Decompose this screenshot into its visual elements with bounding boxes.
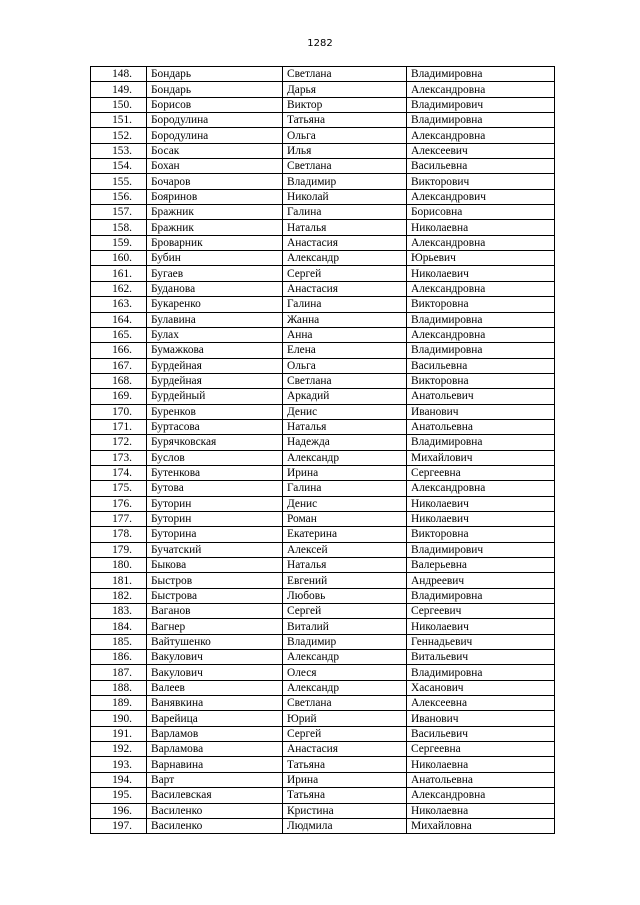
- table-row: [91, 465, 555, 480]
- patronymic-cell: Николаевич: [407, 496, 555, 511]
- row-number: 155.: [91, 174, 147, 189]
- first-name-cell: Аркадий: [283, 389, 407, 404]
- row-number: 194.: [91, 772, 147, 787]
- row-number: 188.: [91, 680, 147, 695]
- table-row: [91, 588, 555, 603]
- surname-cell: Валеев: [147, 680, 283, 695]
- first-name-cell: Александр: [283, 650, 407, 665]
- first-name-cell: Владимир: [283, 634, 407, 649]
- surname-cell: Бумажкова: [147, 343, 283, 358]
- surname-cell: Бурдейная: [147, 373, 283, 388]
- row-number: 154.: [91, 159, 147, 174]
- surname-cell: Быстров: [147, 573, 283, 588]
- surname-cell: Бражник: [147, 205, 283, 220]
- surname-cell: Буслов: [147, 450, 283, 465]
- patronymic-cell: Викторович: [407, 174, 555, 189]
- row-number: 152.: [91, 128, 147, 143]
- row-number: 195.: [91, 788, 147, 803]
- patronymic-cell: Александровна: [407, 788, 555, 803]
- first-name-cell: Наталья: [283, 419, 407, 434]
- row-number: 157.: [91, 205, 147, 220]
- surname-cell: Ванявкина: [147, 696, 283, 711]
- table-row: [91, 113, 555, 128]
- surname-cell: Варламова: [147, 742, 283, 757]
- row-number: 160.: [91, 251, 147, 266]
- first-name-cell: Наталья: [283, 220, 407, 235]
- patronymic-cell: Иванович: [407, 404, 555, 419]
- patronymic-cell: Александровна: [407, 327, 555, 342]
- surname-cell: Буторин: [147, 496, 283, 511]
- table-row: [91, 757, 555, 772]
- first-name-cell: Татьяна: [283, 113, 407, 128]
- table-row: [91, 435, 555, 450]
- row-number: 184.: [91, 619, 147, 634]
- row-number: 166.: [91, 343, 147, 358]
- surname-cell: Булавина: [147, 312, 283, 327]
- row-number: 177.: [91, 511, 147, 526]
- surname-cell: Буренков: [147, 404, 283, 419]
- patronymic-cell: Александровна: [407, 128, 555, 143]
- patronymic-cell: Викторовна: [407, 373, 555, 388]
- patronymic-cell: Николаевна: [407, 803, 555, 818]
- patronymic-cell: Сергеевна: [407, 742, 555, 757]
- row-number: 158.: [91, 220, 147, 235]
- patronymic-cell: Александровна: [407, 281, 555, 296]
- patronymic-cell: Владимировна: [407, 435, 555, 450]
- patronymic-cell: Александровна: [407, 235, 555, 250]
- first-name-cell: Елена: [283, 343, 407, 358]
- first-name-cell: Ирина: [283, 465, 407, 480]
- surname-cell: Бражник: [147, 220, 283, 235]
- surname-cell: Бояринов: [147, 189, 283, 204]
- first-name-cell: Виталий: [283, 619, 407, 634]
- patronymic-cell: Андреевич: [407, 573, 555, 588]
- first-name-cell: Кристина: [283, 803, 407, 818]
- first-name-cell: Галина: [283, 297, 407, 312]
- table-row: [91, 711, 555, 726]
- row-number: 164.: [91, 312, 147, 327]
- table-row: [91, 511, 555, 526]
- row-number: 168.: [91, 373, 147, 388]
- patronymic-cell: Борисовна: [407, 205, 555, 220]
- patronymic-cell: Валерьевна: [407, 558, 555, 573]
- table-row: [91, 680, 555, 695]
- surname-cell: Бородулина: [147, 113, 283, 128]
- row-number: 169.: [91, 389, 147, 404]
- first-name-cell: Сергей: [283, 266, 407, 281]
- row-number: 191.: [91, 726, 147, 741]
- first-name-cell: Дарья: [283, 82, 407, 97]
- row-number: 185.: [91, 634, 147, 649]
- patronymic-cell: Владимировна: [407, 665, 555, 680]
- first-name-cell: Людмила: [283, 818, 407, 833]
- first-name-cell: Денис: [283, 404, 407, 419]
- first-name-cell: Екатерина: [283, 527, 407, 542]
- patronymic-cell: Владимировна: [407, 67, 555, 82]
- row-number: 167.: [91, 358, 147, 373]
- patronymic-cell: Алексеевна: [407, 696, 555, 711]
- first-name-cell: Денис: [283, 496, 407, 511]
- row-number: 153.: [91, 143, 147, 158]
- first-name-cell: Евгений: [283, 573, 407, 588]
- patronymic-cell: Александровна: [407, 481, 555, 496]
- row-number: 162.: [91, 281, 147, 296]
- first-name-cell: Анастасия: [283, 742, 407, 757]
- patronymic-cell: Васильевна: [407, 159, 555, 174]
- table-row: [91, 650, 555, 665]
- table-row: [91, 281, 555, 296]
- surname-cell: Бурдейная: [147, 358, 283, 373]
- table-row: [91, 742, 555, 757]
- patronymic-cell: Викторовна: [407, 527, 555, 542]
- table-row: [91, 128, 555, 143]
- table-row: [91, 143, 555, 158]
- table-row: [91, 818, 555, 833]
- surname-cell: Бурячковская: [147, 435, 283, 450]
- table-row: [91, 696, 555, 711]
- table-row: [91, 665, 555, 680]
- row-number: 183.: [91, 604, 147, 619]
- table-row: [91, 373, 555, 388]
- table-row: [91, 327, 555, 342]
- first-name-cell: Александр: [283, 251, 407, 266]
- patronymic-cell: Васильевна: [407, 358, 555, 373]
- row-number: 176.: [91, 496, 147, 511]
- patronymic-cell: Николаевич: [407, 266, 555, 281]
- row-number: 192.: [91, 742, 147, 757]
- table-row: [91, 189, 555, 204]
- table-row: [91, 726, 555, 741]
- patronymic-cell: Владимирович: [407, 97, 555, 112]
- roster-body: [91, 67, 555, 834]
- table-row: [91, 481, 555, 496]
- row-number: 171.: [91, 419, 147, 434]
- surname-cell: Бучатский: [147, 542, 283, 557]
- first-name-cell: Анастасия: [283, 235, 407, 250]
- first-name-cell: Татьяна: [283, 788, 407, 803]
- first-name-cell: Анастасия: [283, 281, 407, 296]
- row-number: 172.: [91, 435, 147, 450]
- surname-cell: Ваганов: [147, 604, 283, 619]
- patronymic-cell: Алексеевич: [407, 143, 555, 158]
- row-number: 156.: [91, 189, 147, 204]
- surname-cell: Бутова: [147, 481, 283, 496]
- first-name-cell: Юрий: [283, 711, 407, 726]
- row-number: 174.: [91, 465, 147, 480]
- first-name-cell: Наталья: [283, 558, 407, 573]
- surname-cell: Варт: [147, 772, 283, 787]
- row-number: 159.: [91, 235, 147, 250]
- patronymic-cell: Васильевич: [407, 726, 555, 741]
- table-row: [91, 67, 555, 82]
- patronymic-cell: Владимирович: [407, 542, 555, 557]
- surname-cell: Вакулович: [147, 650, 283, 665]
- table-row: [91, 450, 555, 465]
- surname-cell: Варламов: [147, 726, 283, 741]
- row-number: 180.: [91, 558, 147, 573]
- surname-cell: Буртасова: [147, 419, 283, 434]
- patronymic-cell: Михайлович: [407, 450, 555, 465]
- patronymic-cell: Александровна: [407, 82, 555, 97]
- table-row: [91, 389, 555, 404]
- surname-cell: Букаренко: [147, 297, 283, 312]
- first-name-cell: Олеся: [283, 665, 407, 680]
- first-name-cell: Сергей: [283, 604, 407, 619]
- patronymic-cell: Иванович: [407, 711, 555, 726]
- patronymic-cell: Николаевна: [407, 220, 555, 235]
- first-name-cell: Виктор: [283, 97, 407, 112]
- surname-cell: Буданова: [147, 281, 283, 296]
- first-name-cell: Ольга: [283, 128, 407, 143]
- surname-cell: Василенко: [147, 803, 283, 818]
- first-name-cell: Ирина: [283, 772, 407, 787]
- table-row: [91, 803, 555, 818]
- table-row: [91, 251, 555, 266]
- table-row: [91, 297, 555, 312]
- surname-cell: Броварник: [147, 235, 283, 250]
- row-number: 197.: [91, 818, 147, 833]
- first-name-cell: Роман: [283, 511, 407, 526]
- first-name-cell: Анна: [283, 327, 407, 342]
- patronymic-cell: Владимировна: [407, 588, 555, 603]
- table-row: [91, 312, 555, 327]
- table-row: [91, 527, 555, 542]
- surname-cell: Бурдейный: [147, 389, 283, 404]
- patronymic-cell: Витальевич: [407, 650, 555, 665]
- table-row: [91, 419, 555, 434]
- surname-cell: Вагнер: [147, 619, 283, 634]
- first-name-cell: Галина: [283, 481, 407, 496]
- patronymic-cell: Анатольевич: [407, 389, 555, 404]
- row-number: 161.: [91, 266, 147, 281]
- roster-table: [90, 66, 555, 834]
- table-row: [91, 235, 555, 250]
- table-row: [91, 788, 555, 803]
- first-name-cell: Светлана: [283, 696, 407, 711]
- patronymic-cell: Анатольевна: [407, 772, 555, 787]
- row-number: 178.: [91, 527, 147, 542]
- row-number: 148.: [91, 67, 147, 82]
- surname-cell: Бородулина: [147, 128, 283, 143]
- patronymic-cell: Владимировна: [407, 113, 555, 128]
- patronymic-cell: Сергеевич: [407, 604, 555, 619]
- patronymic-cell: Владимировна: [407, 343, 555, 358]
- surname-cell: Быстрова: [147, 588, 283, 603]
- table-row: [91, 634, 555, 649]
- patronymic-cell: Александрович: [407, 189, 555, 204]
- patronymic-cell: Сергеевна: [407, 465, 555, 480]
- first-name-cell: Светлана: [283, 159, 407, 174]
- first-name-cell: Сергей: [283, 726, 407, 741]
- table-row: [91, 174, 555, 189]
- row-number: 193.: [91, 757, 147, 772]
- surname-cell: Бохан: [147, 159, 283, 174]
- patronymic-cell: Михайловна: [407, 818, 555, 833]
- first-name-cell: Татьяна: [283, 757, 407, 772]
- first-name-cell: Жанна: [283, 312, 407, 327]
- row-number: 182.: [91, 588, 147, 603]
- surname-cell: Вакулович: [147, 665, 283, 680]
- table-row: [91, 558, 555, 573]
- first-name-cell: Александр: [283, 680, 407, 695]
- first-name-cell: Галина: [283, 205, 407, 220]
- first-name-cell: Илья: [283, 143, 407, 158]
- patronymic-cell: Юрьевич: [407, 251, 555, 266]
- patronymic-cell: Анатольевна: [407, 419, 555, 434]
- surname-cell: Вайтушенко: [147, 634, 283, 649]
- row-number: 175.: [91, 481, 147, 496]
- first-name-cell: Любовь: [283, 588, 407, 603]
- first-name-cell: Надежда: [283, 435, 407, 450]
- surname-cell: Варнавина: [147, 757, 283, 772]
- surname-cell: Бондарь: [147, 67, 283, 82]
- row-number: 186.: [91, 650, 147, 665]
- table-row: [91, 573, 555, 588]
- patronymic-cell: Геннадьевич: [407, 634, 555, 649]
- table-row: [91, 772, 555, 787]
- surname-cell: Буторин: [147, 511, 283, 526]
- surname-cell: Булах: [147, 327, 283, 342]
- first-name-cell: Владимир: [283, 174, 407, 189]
- row-number: 170.: [91, 404, 147, 419]
- surname-cell: Босак: [147, 143, 283, 158]
- table-row: [91, 542, 555, 557]
- surname-cell: Бугаев: [147, 266, 283, 281]
- patronymic-cell: Николаевич: [407, 511, 555, 526]
- row-number: 189.: [91, 696, 147, 711]
- table-row: [91, 404, 555, 419]
- surname-cell: Быкова: [147, 558, 283, 573]
- row-number: 181.: [91, 573, 147, 588]
- table-row: [91, 159, 555, 174]
- surname-cell: Буторина: [147, 527, 283, 542]
- row-number: 165.: [91, 327, 147, 342]
- row-number: 149.: [91, 82, 147, 97]
- patronymic-cell: Викторовна: [407, 297, 555, 312]
- row-number: 190.: [91, 711, 147, 726]
- table-row: [91, 97, 555, 112]
- table-row: [91, 343, 555, 358]
- surname-cell: Бондарь: [147, 82, 283, 97]
- patronymic-cell: Хасанович: [407, 680, 555, 695]
- table-row: [91, 619, 555, 634]
- row-number: 151.: [91, 113, 147, 128]
- table-row: [91, 205, 555, 220]
- row-number: 163.: [91, 297, 147, 312]
- first-name-cell: Светлана: [283, 373, 407, 388]
- surname-cell: Борисов: [147, 97, 283, 112]
- surname-cell: Бочаров: [147, 174, 283, 189]
- surname-cell: Василевская: [147, 788, 283, 803]
- surname-cell: Бутенкова: [147, 465, 283, 480]
- patronymic-cell: Николаевна: [407, 757, 555, 772]
- table-row: [91, 604, 555, 619]
- patronymic-cell: Николаевич: [407, 619, 555, 634]
- patronymic-cell: Владимировна: [407, 312, 555, 327]
- row-number: 187.: [91, 665, 147, 680]
- surname-cell: Бубин: [147, 251, 283, 266]
- first-name-cell: Александр: [283, 450, 407, 465]
- surname-cell: Варейица: [147, 711, 283, 726]
- row-number: 150.: [91, 97, 147, 112]
- surname-cell: Василенко: [147, 818, 283, 833]
- first-name-cell: Николай: [283, 189, 407, 204]
- table-row: [91, 82, 555, 97]
- row-number: 196.: [91, 803, 147, 818]
- table-row: [91, 266, 555, 281]
- table-row: [91, 358, 555, 373]
- table-row: [91, 496, 555, 511]
- row-number: 179.: [91, 542, 147, 557]
- table-row: [91, 220, 555, 235]
- first-name-cell: Ольга: [283, 358, 407, 373]
- row-number: 173.: [91, 450, 147, 465]
- page-number: 1282: [307, 38, 333, 49]
- first-name-cell: Алексей: [283, 542, 407, 557]
- first-name-cell: Светлана: [283, 67, 407, 82]
